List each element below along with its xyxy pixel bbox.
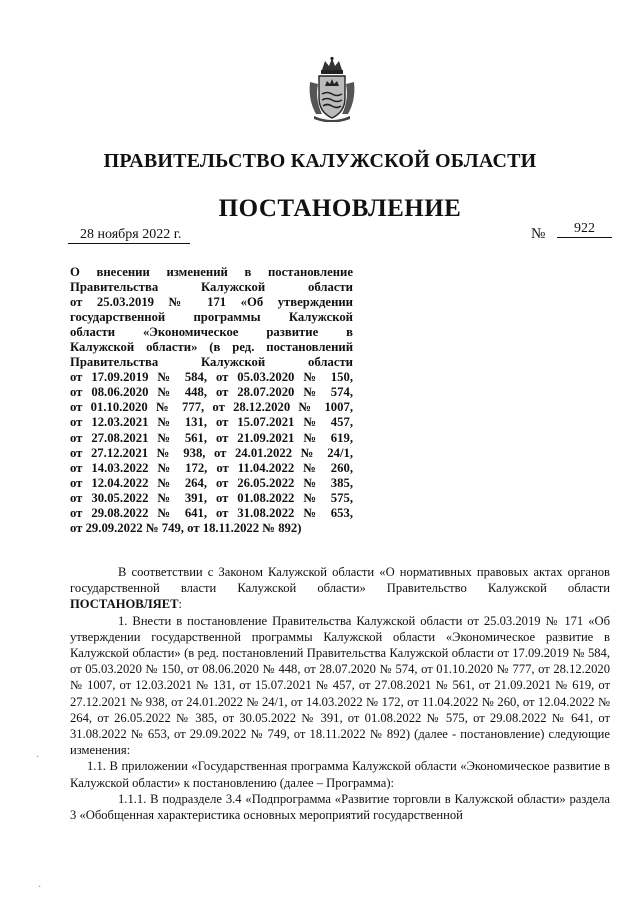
organization-title: ПРАВИТЕЛЬСТВО КАЛУЖСКОЙ ОБЛАСТИ xyxy=(103,150,537,172)
subject-line: О внесении изменений в постановление xyxy=(70,265,353,279)
item-1-paragraph: 1. Внести в постановление Правительства Калужской области от 25.03.2019 № 171 «Об утверждении государственной программы Калужской области «Экономическое развитие в Калужской области» (в ред. постановлений Правительства Калужской области от 17.09.2019 № 584, от 05.03.2020 № 150, от 08.06.2020 № 448, от 28.07.2020 № 574, от 01.10.2020 № 777, от 28.12.2020 № 1007, от 12.03.2021 № 131, от 15.07.2021 № 457, от 27.08.2021 № 561, от 21.09.2021 № 619, от 27.12.2021 № 938, от 24.01.2022 № 24/1, от 14.03.2022 № 172, от 11.04.2022 № 260, от 12.04.2022 № 264, от 26.05.2022 № 385, от 30.05.2022 № 391, от 01.08.2022 № 575, от 29.08.2022 № 641, от 31.08.2022 № 653, от 29.09.2022 № 749, от 18.11.2022 № 892) (далее - постановление) следующие изменения: xyxy=(70,613,610,758)
subject-line: от 14.03.2022 № 172, от 11.04.2022 № 260, xyxy=(70,460,353,475)
subject-line: от 25.03.2019 № 171 «Об утверждении xyxy=(70,295,353,310)
margin-dot: · xyxy=(36,752,40,763)
decree-colon: : xyxy=(178,597,182,612)
document-number: 922 xyxy=(557,221,612,238)
subject-line: Правительства Калужской области xyxy=(70,280,353,295)
subject-line: от 29.09.2022 № 749, от 18.11.2022 № 892) xyxy=(70,520,302,535)
margin-dot: · xyxy=(38,882,42,893)
document-body xyxy=(70,564,610,823)
subject-line: от 29.08.2022 № 641, от 31.08.2022 № 653, xyxy=(70,505,353,520)
subject-line: государственной программы Калужской xyxy=(70,310,353,325)
document-type-title: ПОСТАНОВЛЕНИЕ xyxy=(218,195,462,222)
preamble-text: В соответствии с Законом Калужской области «О нормативных правовых актах органов государственной власти Калужской области» Правительство Калужской области xyxy=(70,565,610,596)
subject-line: от 01.10.2020 № 777, от 28.12.2020 № 1007, xyxy=(70,400,353,415)
preamble-paragraph xyxy=(70,564,610,613)
subject-line: Правительства Калужской области xyxy=(70,355,353,370)
subject-line: от 12.03.2021 № 131, от 15.07.2021 № 457, xyxy=(70,415,353,430)
subject-line: Калужской области» (в ред. постановлений xyxy=(70,340,353,355)
subject-line: от 27.12.2021 № 938, от 24.01.2022 № 24/1, xyxy=(70,445,353,460)
subject-line: от 08.06.2020 № 448, от 28.07.2020 № 574, xyxy=(70,385,353,400)
subject-line: области «Экономическое развитие в xyxy=(70,325,353,340)
coat-of-arms-icon xyxy=(306,56,358,122)
document-date: 28 ноября 2022 г. xyxy=(68,227,190,244)
decree-word: ПОСТАНОВЛЯЕТ xyxy=(70,597,179,612)
number-label: № xyxy=(531,226,546,242)
subject-line: от 27.08.2021 № 561, от 21.09.2021 № 619, xyxy=(70,430,353,445)
item-1-1-paragraph: 1.1. В приложении «Государственная программа Калужской области «Экономическое развитие в Калужской области» к постановлению (далее – Программа): xyxy=(70,759,610,790)
subject-line: от 30.05.2022 № 391, от 01.08.2022 № 575, xyxy=(70,490,353,505)
subject-line: от 12.04.2022 № 264, от 26.05.2022 № 385, xyxy=(70,475,353,490)
document-subject xyxy=(70,265,353,536)
item-1-1-1-paragraph: 1.1.1. В подразделе 3.4 «Подпрограмма «Развитие торговли в Калужской области» раздела 3 «Обобщенная характеристика основных мероприятий государственной xyxy=(70,791,610,823)
subject-line: от 17.09.2019 № 584, от 05.03.2020 № 150, xyxy=(70,370,353,385)
